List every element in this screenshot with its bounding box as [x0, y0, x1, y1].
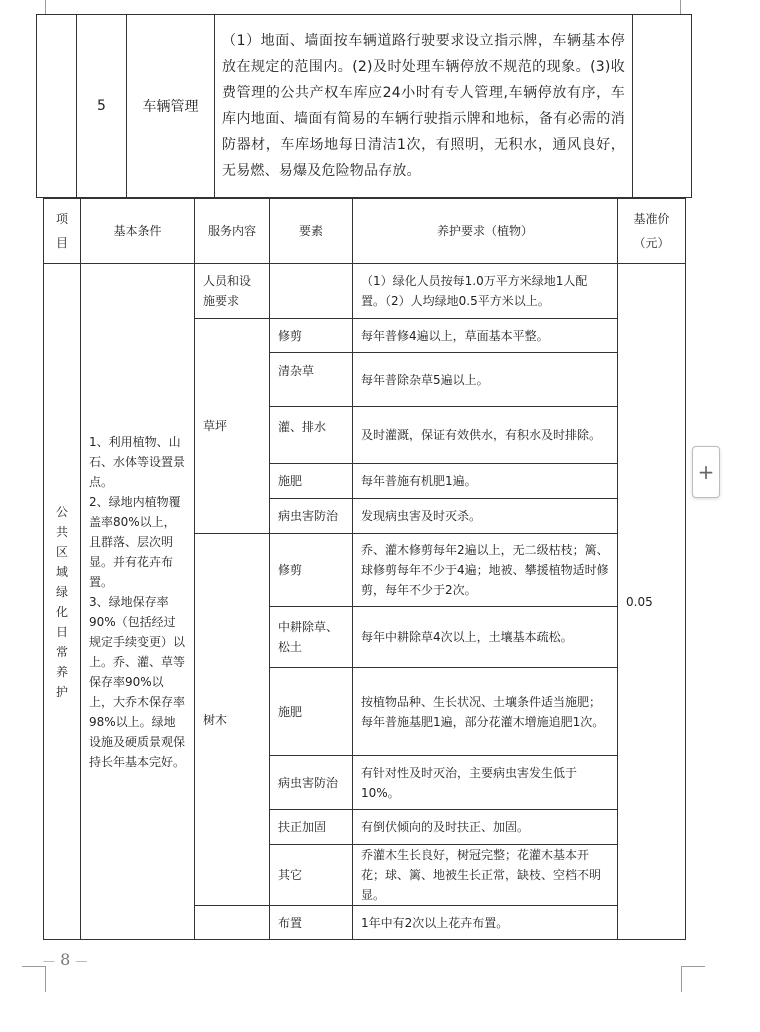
requirement-cell: 每年普除杂草5遍以上。: [353, 353, 618, 407]
project-name-text: 公 共 区 域 绿 化 日 常 养 护: [55, 504, 68, 699]
requirement-cell: 按植物品种、生长状况、土壤条件适当施肥；每年普施基肥1遍，部分花灌木增施追肥1次。: [353, 668, 618, 756]
service-trees: 树木: [195, 534, 270, 906]
page-number-dash-right: —: [75, 954, 88, 968]
header-service: 服务内容: [195, 199, 270, 264]
header-requirement: 养护要求（植物）: [353, 199, 618, 264]
row-number: 5: [77, 15, 127, 198]
corner-mark-top-right-v: [680, 0, 681, 14]
empty-cell: [37, 15, 77, 198]
element-cell: 扶正加固: [270, 810, 353, 845]
row-name: 车辆管理: [127, 15, 215, 198]
table-row: [44, 264, 686, 319]
requirement-cell: 每年中耕除草4次以上，土壤基本疏松。: [353, 607, 618, 668]
element-cell: 布置: [270, 906, 353, 940]
element-cell: 修剪: [270, 319, 353, 353]
element-cell: 病虫害防治: [270, 499, 353, 534]
requirement-cell: 1年中有2次以上花卉布置。: [353, 906, 618, 940]
element-cell: 施肥: [270, 464, 353, 499]
table-header-row: [44, 199, 686, 264]
basic-conditions: 1、利用植物、山石、水体等设置景点。 2、绿地内植物覆盖率80%以上，且群落、层次明显。并有花卉布置。 3、绿地保存率90%（包括经过规定手续变更）以上。乔、灌、草等保存率90%以上，大乔木保存率98%以上。绿地设施及硬质景观保持长年基本完好。: [81, 264, 195, 940]
requirement-cell: 每年普修4遍以上，草面基本平整。: [353, 319, 618, 353]
element-cell: 中耕除草、松土: [270, 607, 353, 668]
element-cell: 其它: [270, 845, 353, 906]
requirement-cell: （1）绿化人员按每1.0万平方米绿地1人配置。（2）人均绿地0.5平方米以上。: [353, 264, 618, 319]
requirement-cell: 发现病虫害及时灭杀。: [353, 499, 618, 534]
header-item: 项目: [44, 199, 81, 264]
greening-maintenance-table: [43, 198, 686, 940]
add-button[interactable]: [692, 446, 720, 498]
plus-icon: +: [697, 460, 715, 484]
header-basic: 基本条件: [81, 199, 195, 264]
requirement-cell: 每年普施有机肥1遍。: [353, 464, 618, 499]
element-cell: 修剪: [270, 534, 353, 607]
price-cell: 0.05: [618, 264, 686, 940]
element-cell: 清杂草: [270, 353, 353, 407]
header-element: 要素: [270, 199, 353, 264]
service-empty: [195, 906, 270, 940]
corner-mark-bottom-right-h: [681, 966, 705, 967]
requirement-cell: 及时灌溉，保证有效供水，有积水及时排除。: [353, 407, 618, 464]
element-cell: 施肥: [270, 668, 353, 756]
row-requirement-text: （1）地面、墙面按车辆道路行驶要求设立指示牌，车辆基本停放在规定的范围内。(2)及时处理车辆停放不规范的现象。(3)收费管理的公共产权车库应24小时有专人管理,车辆停放有序，车库内地面、墙面有简易的车辆行驶指示牌和地标，备有必需的消防器材，车库场地每日清洁1次，有照明，无积水，通风良好，无易燃、易爆及危险物品存放。: [215, 15, 633, 198]
corner-mark-bottom-right-v: [681, 966, 682, 992]
page-number-value: 8: [60, 950, 71, 969]
service-lawn: 草坪: [195, 319, 270, 534]
element-cell: [270, 264, 353, 319]
requirement-cell: 乔灌木生长良好，树冠完整；花灌木基本开花；球、篱、地被生长正常，缺枝、空档不明显。: [353, 845, 618, 906]
project-name: [44, 264, 81, 940]
element-cell: 灌、排水: [270, 407, 353, 464]
element-cell: 病虫害防治: [270, 756, 353, 810]
page-number: [43, 950, 87, 969]
empty-cell: [633, 15, 692, 198]
requirement-cell: 乔、灌木修剪每年2遍以上，无二级枯枝；篱、球修剪每年不少于4遍；地被、攀援植物适时修剪，每年不少于2次。: [353, 534, 618, 607]
page-number-dash-left: —: [43, 954, 55, 968]
corner-mark-bottom-left-v: [45, 966, 46, 992]
requirement-cell: 有针对性及时灭治，主要病虫害发生低于10%。: [353, 756, 618, 810]
corner-mark-top-left-v: [45, 0, 46, 14]
header-price: 基准价（元）: [618, 199, 686, 264]
vehicle-management-table: [36, 14, 692, 198]
service-staff: 人员和设施要求: [195, 264, 270, 319]
requirement-cell: 有倒伏倾向的及时扶正、加固。: [353, 810, 618, 845]
